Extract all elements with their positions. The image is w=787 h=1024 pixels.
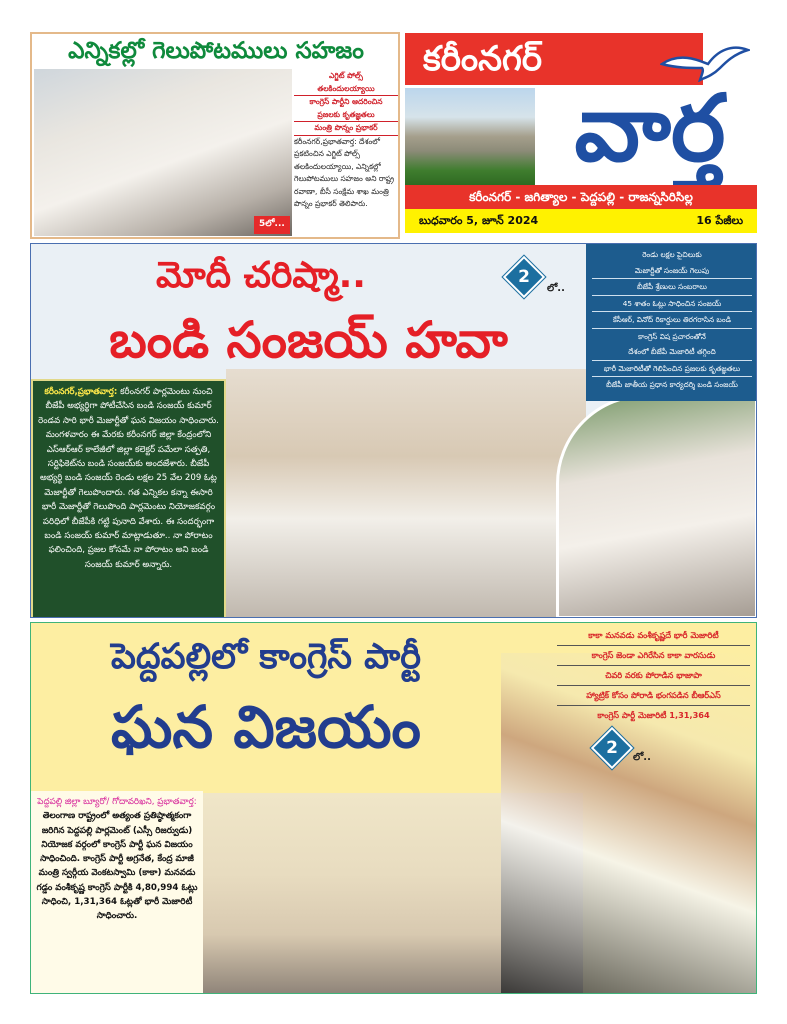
dam-photo <box>405 88 535 185</box>
dateline: పెద్దపల్లి జిల్లా బ్యూరో/ గోదావరిఖని, ప్రభాతవార్త: <box>37 797 197 807</box>
highlight-item: హ్యాట్రిక్ కోసం పోరాడి భంగపడిన బీఆర్ఎస్ <box>557 686 750 706</box>
lead-story <box>30 243 757 618</box>
highlight-item: 45 శాతం ఓట్లు సాధించిన సంజయ్ <box>592 296 752 313</box>
highlight-item: దేశంలో బీజేపీ మెజారిటీ తగ్గింది <box>592 344 752 361</box>
highlight-item: కాంగ్రెస్ విష ప్రచారంతోనే <box>638 331 706 341</box>
highlight-item: కాకా మనవడు వంశీకృష్ణదే భారీ మెజారిటీ <box>557 626 750 646</box>
second-story <box>30 622 757 994</box>
subhead: ఎగ్జిట్ పోల్స్ <box>329 71 363 80</box>
lead-headline-1: మోదీ చరిష్మా.. <box>156 255 366 296</box>
subhead: తలకిందులయ్యాయి <box>294 83 398 97</box>
page-count: 16 పేజీలు <box>696 214 743 227</box>
lead-highlights <box>586 244 757 401</box>
dateline: కరీంనగర్,ప్రభాతవార్త: <box>44 387 118 397</box>
highlight-item: చివరి వరకు పోరాడిన భాజాపా <box>557 666 750 686</box>
top-story-headline: ఎన్నికల్లో గెలుపోటములు సహజం <box>68 38 364 64</box>
second-headline-2: ఘన విజయం <box>111 693 421 761</box>
highlight-item: మెజార్టీతో సంజయ్ గెలుపు <box>592 263 752 280</box>
top-story-body: కరీంనగర్,ప్రభాతవార్త: దేశంలో ప్రకటించిన ఎగ్జిట్ పోల్స్ తలకిందులయ్యాయి, ఎన్నికల్లో గెలుపోటములు సహజం అని రాష్ట్ర రవాణా, బీసీ సంక్షేమ శాఖ మంత్రి పొన్నం ప్రభాకర్ తెలిపారు. <box>294 136 395 208</box>
highlight-item: రెండు లక్షల పైచిలుకు <box>642 250 702 259</box>
second-story-text <box>31 791 203 994</box>
top-story-box <box>30 32 400 239</box>
second-headline-1: పెద్దపల్లిలో కాంగ్రెస్ పార్టీ <box>110 637 422 677</box>
highlight-item: కాంగ్రెస్ పార్టీ మెజారిటీ 1,31,364 <box>597 710 710 720</box>
page-2-badge[interactable]: 2 <box>591 727 633 769</box>
subhead: కాంగ్రెస్ పార్టీని ఆదరించిన <box>309 97 383 106</box>
page-2-badge[interactable]: 2 <box>503 256 545 298</box>
highlight-item: భారీ మెజారిటీతో గెలిపించిన ప్రజలకు కృతజ్ఞతలు <box>592 361 752 378</box>
dove-icon <box>660 42 750 82</box>
subhead: మంత్రి పొన్నం ప్రభాకర్ <box>294 122 398 136</box>
highlight-item: బీజేపీ శ్రేణులు సంబరాలు <box>592 279 752 296</box>
lead-headline-2: బండి సంజయ్ హవా <box>109 311 508 369</box>
press-meet-photo <box>34 69 292 236</box>
date-bar <box>405 209 757 233</box>
masthead-logo: వార్త <box>574 75 726 182</box>
lead-story-body: కరీంనగర్ పార్లమెంటు నుంచి బీజేపీ అభ్యర్థిగా పోటీచేసిన బండి సంజయ్ కుమార్ రెండవ సారి భారీ మెజార్టీతో ఘన విజయం సాధించారు. మంగళవారం ఈ మేరకు కరీంనగర్ జిల్లా కేంద్రంలోని ఎస్ఆర్ఆర్ కాలేజీలో జిల్లా కలెక్టర్ పమేలా సత్పతి, సర్టిఫికెట్‌ను బండి సంజయ్‌కు అందజేశారు. బీజేపీ అభ్యర్థి బండి సంజయ్ రెండు లక్షల 25 వేల 209 ఓట్ల మెజార్టీతో గెలుపొందారు. గత ఎన్నికల కన్నా ఈసారి భారీ మెజార్టీతో గెలుపొంది పార్లమెంటు నియోజకవర్గం పరిధిలో బీజేపీకి గట్టి పునాది వేశారు. ఈ సందర్భంగా బండి సంజయ్ కుమార్ మాట్లాడుతూ.. నా పోరాటం ఫలించింది, ప్రజల కోసమే నా పోరాటం అని బండి సంజయ్ కుమార్ అన్నారు. <box>38 387 219 570</box>
lead-story-text <box>31 379 226 618</box>
top-story-sidebar <box>294 70 398 211</box>
highlight-item: కేసీఆర్, వినోద్ రికార్డులు తిరగరాసిన బండి <box>592 312 752 329</box>
page-suffix: లో.. <box>633 752 651 763</box>
second-highlights <box>549 623 757 725</box>
highlight-item: బీజేపీ జాతీయ ప్రధాన కార్యదర్శి బండి సంజయ్ <box>606 380 738 389</box>
highlight-item: కాంగ్రెస్ జెండా ఎగిరేసిన కాకా వారసుడు <box>557 646 750 666</box>
certificate-photo <box>226 369 586 618</box>
page-suffix: లో.. <box>547 283 565 294</box>
subhead: ప్రజలకు కృతజ్ఞతలు <box>294 109 398 123</box>
page-tag[interactable]: 5లో... <box>254 216 290 234</box>
issue-date: బుధవారం 5, జూన్ 2024 <box>419 214 539 227</box>
celebration-photo <box>556 394 757 618</box>
masthead-title-top: కరీంనగర్ <box>405 33 703 85</box>
second-story-body: తెలంగాణ రాష్ట్రంలో అత్యంత ప్రతిష్ఠాత్మకంగా జరిగిన పెద్దపల్లి పార్లమెంట్ (ఎస్సీ రిజర్వుడు) నియోజక వర్గంలో కాంగ్రెస్ పార్టీ ఘన విజయం సాధించింది. కాంగ్రెస్ పార్టీ అగ్రనేత, కేంద్ర మాజీ మంత్రి స్వర్గీయ వెంకటస్వామి (కాకా) మనవడు గడ్డం వంశీకృష్ణ కాంగ్రెస్ పార్టీకి 4,80,994 ఓట్లు సాధించి, 1,31,364 ఓట్లతో భారీ మెజారిటీ సాధించారు. <box>36 811 198 922</box>
district-list: కరీంనగర్ - జగిత్యాల - పెద్దపల్లి - రాజన్నసిరిసిల్ల <box>405 185 757 209</box>
